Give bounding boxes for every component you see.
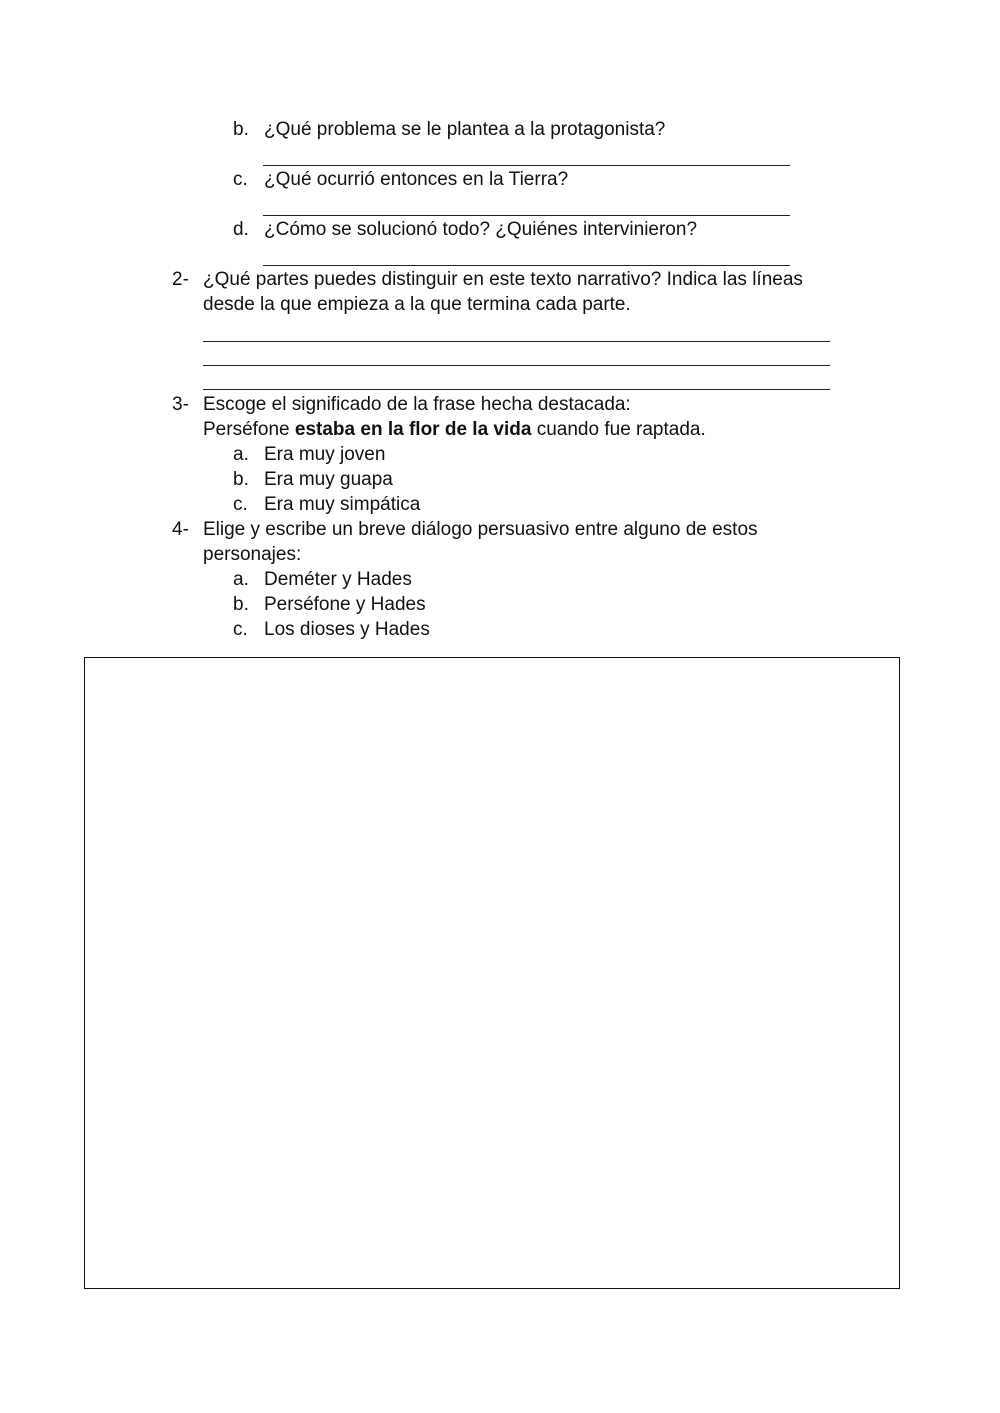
q1-item-d-text: ¿Cómo se solucionó todo? ¿Quiénes intervinieron? [264, 219, 698, 240]
q2-text-line1: ¿Qué partes puedes distinguir en este texto narrativo? Indica las líneas [203, 269, 803, 290]
q4-option-c-text: Los dioses y Hades [264, 619, 430, 640]
q3-option-b-text: Era muy guapa [264, 469, 393, 490]
q4-option-a-text: Deméter y Hades [264, 569, 412, 590]
q1-item-d-answer-line[interactable] [263, 265, 790, 266]
q3-sentence [203, 418, 706, 442]
q3-option-b-marker: b. [233, 469, 249, 490]
q3-option-a-marker: a. [233, 444, 249, 465]
q2-number: 2- [172, 269, 189, 290]
q4-text-line1: Elige y escribe un breve diálogo persuasivo entre alguno de estos [203, 519, 758, 540]
q4-option-a-marker: a. [233, 569, 249, 590]
q4-number: 4- [172, 519, 189, 540]
q1-item-c-marker: c. [233, 169, 248, 190]
q3-sentence-pre: Perséfone [203, 419, 295, 440]
q4-option-b-text: Perséfone y Hades [264, 594, 426, 615]
q1-item-b-answer-line[interactable] [263, 165, 790, 166]
q4-text-line2: personajes: [203, 544, 302, 565]
q3-option-c-marker: c. [233, 494, 248, 515]
q1-item-d-marker: d. [233, 219, 249, 240]
q3-sentence-highlight: estaba en la flor de la vida [294, 419, 532, 440]
q3-option-c-text: Era muy simpática [264, 494, 421, 515]
q1-item-b-marker: b. [233, 119, 249, 140]
q2-text-line2: desde la que empieza a la que termina cada parte. [203, 294, 631, 315]
q1-item-b-text: ¿Qué problema se le plantea a la protagonista? [264, 119, 666, 140]
q1-item-c-answer-line[interactable] [263, 215, 790, 216]
dialogue-answer-box[interactable] [84, 657, 900, 1289]
q3-sentence-post: cuando fue raptada. [531, 419, 706, 440]
q3-number: 3- [172, 394, 189, 415]
q1-item-c-text: ¿Qué ocurrió entonces en la Tierra? [264, 169, 569, 190]
q4-option-b-marker: b. [233, 594, 249, 615]
q3-option-a-text: Era muy joven [264, 444, 386, 465]
q2-answer-line-1[interactable] [203, 341, 830, 342]
q4-option-c-marker: c. [233, 619, 248, 640]
q3-prompt: Escoge el significado de la frase hecha destacada: [203, 394, 631, 415]
q2-answer-line-2[interactable] [203, 365, 830, 366]
q2-answer-line-3[interactable] [203, 389, 830, 390]
